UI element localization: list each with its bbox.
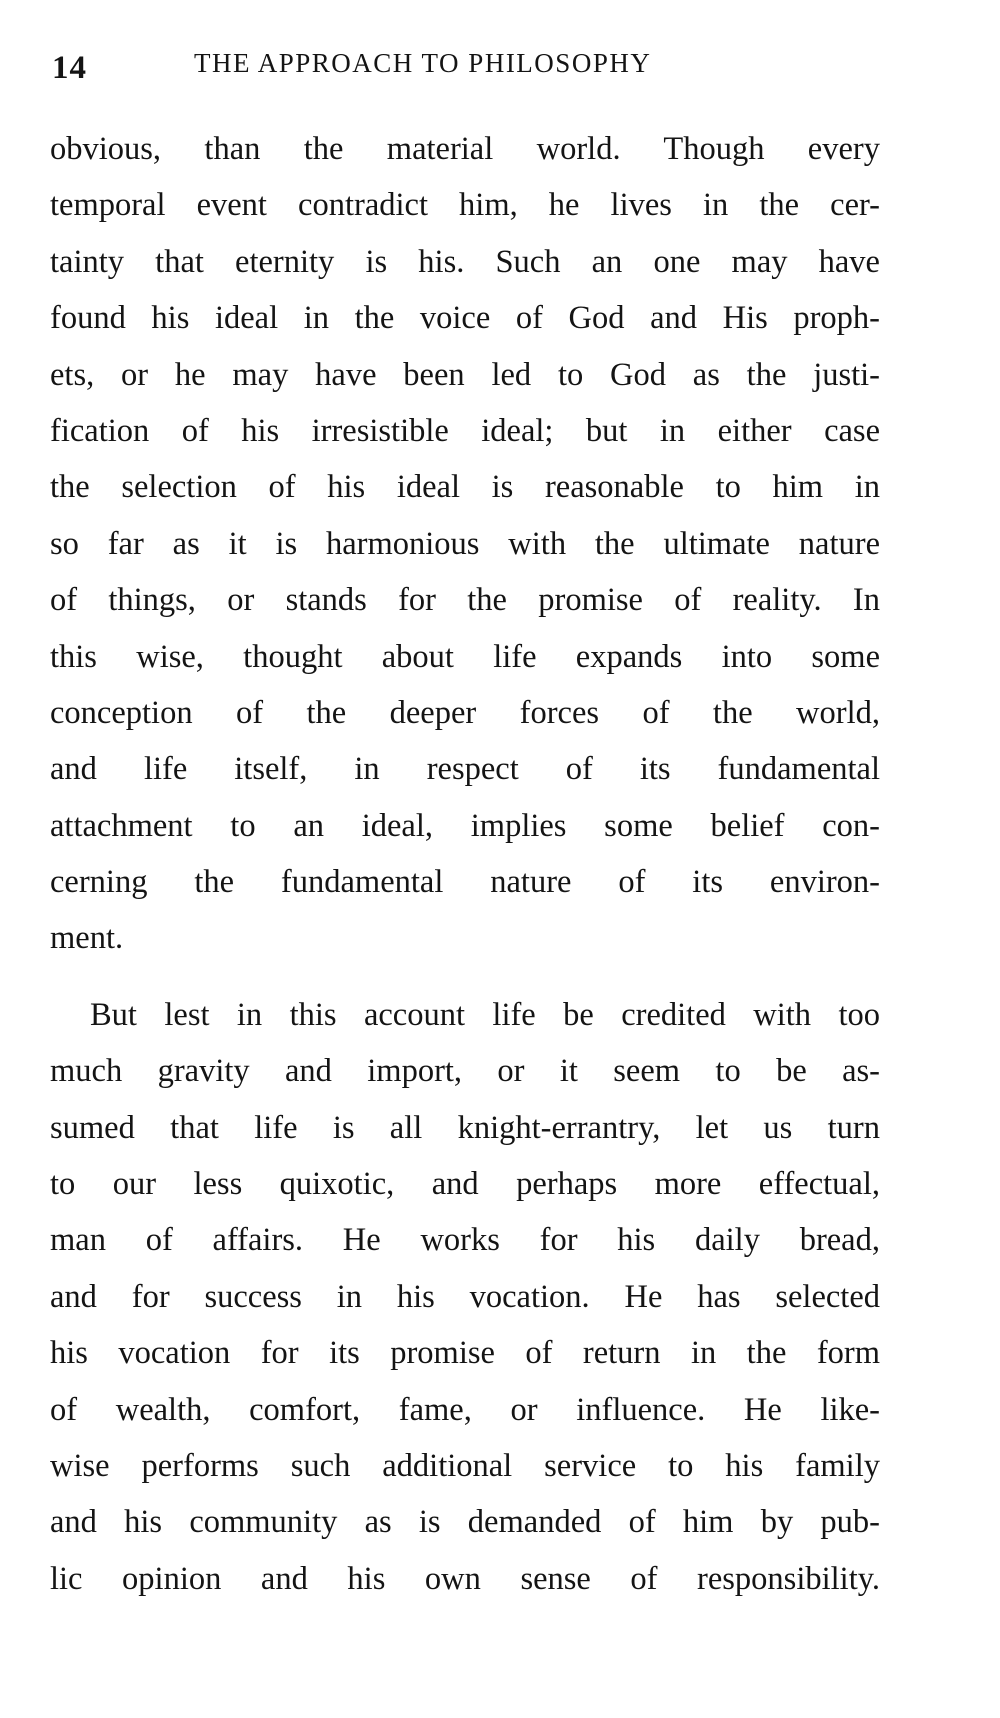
text-line: and life itself, in respect of its fundamental [50, 751, 880, 788]
text-line: ets, or he may have been led to God as the justi- [50, 356, 880, 393]
body-text [50, 121, 880, 1607]
text-line: ment. [50, 920, 124, 957]
text-line: found his ideal in the voice of God and His proph- [50, 300, 880, 337]
text-line: temporal event contradict him, he lives in the cer- [50, 187, 880, 224]
text-line: this wise, thought about life expands into some [50, 638, 880, 675]
text-line: the selection of his ideal is reasonable to him in [50, 469, 880, 506]
text-line: much gravity and import, or it seem to be as- [50, 1053, 880, 1090]
text-line: to our less quixotic, and perhaps more effectual, [50, 1166, 880, 1203]
text-line: of things, or stands for the promise of reality. In [50, 582, 880, 619]
text-line: cerning the fundamental nature of its environ- [50, 864, 880, 901]
text-line: fication of his irresistible ideal; but in either case [50, 412, 880, 449]
text-line: so far as it is harmonious with the ultimate nature [50, 525, 880, 562]
text-line: of wealth, comfort, fame, or influence. He like- [50, 1391, 880, 1428]
text-line: and his community as is demanded of him by pub- [50, 1504, 880, 1541]
text-line: man of affairs. He works for his daily bread, [50, 1222, 880, 1259]
page-number: 14 [52, 50, 87, 86]
text-line: lic opinion and his own sense of responsibility. [50, 1560, 880, 1597]
paragraph-1 [50, 121, 880, 967]
page-header [52, 42, 892, 92]
text-line: sumed that life is all knight-errantry, let us turn [50, 1109, 880, 1146]
text-line: conception of the deeper forces of the world, [50, 694, 880, 731]
paragraph-2 [50, 987, 880, 1607]
text-line: tainty that eternity is his. Such an one may have [50, 243, 880, 280]
text-line: obvious, than the material world. Though every [50, 131, 880, 167]
running-title: THE APPROACH TO PHILOSOPHY [194, 48, 652, 78]
paragraph-spacer [50, 967, 880, 987]
text-line: attachment to an ideal, implies some belief con- [50, 807, 880, 844]
text-line: But lest in this account life be credited with too [90, 996, 880, 1033]
text-line: and for success in his vocation. He has selected [50, 1278, 880, 1315]
text-line: his vocation for its promise of return in the form [50, 1335, 880, 1372]
text-line: wise performs such additional service to his family [50, 1447, 880, 1484]
